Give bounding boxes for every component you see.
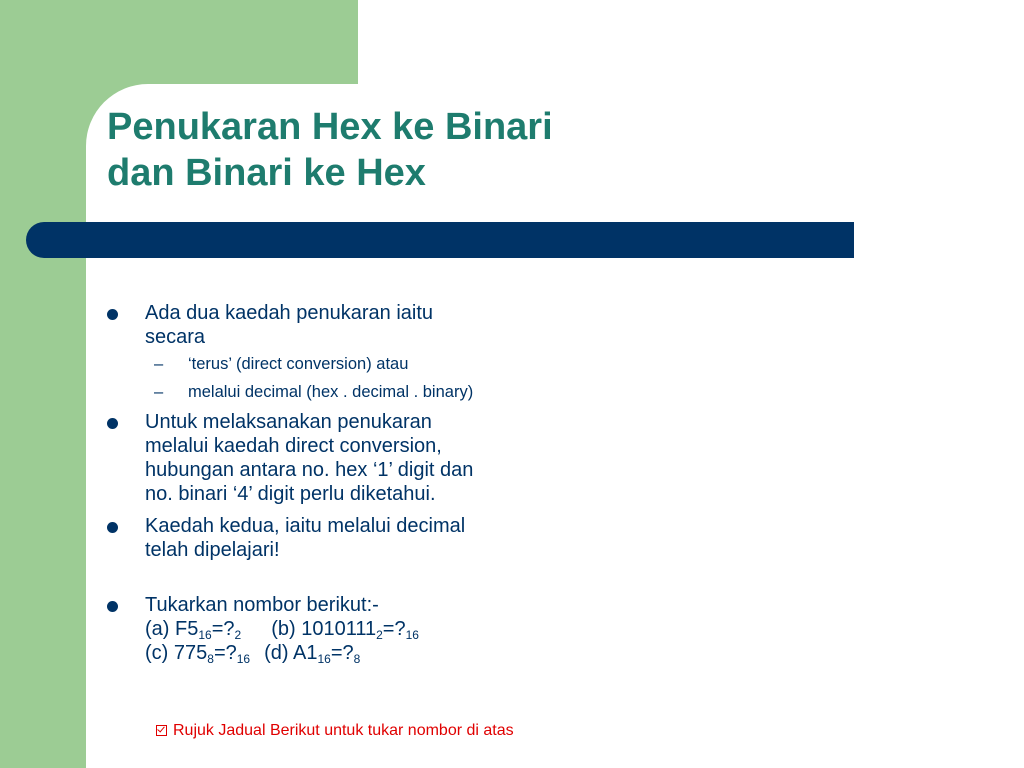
dash-icon: – (154, 355, 164, 373)
bullet-dot-icon (107, 522, 118, 533)
reference-note (156, 721, 514, 741)
bullet-2-line-3: hubungan antara no. hex ‘1’ digit dan (145, 459, 474, 481)
slide-title (107, 104, 553, 196)
exercise-d-target: 8 (353, 652, 361, 666)
exercise-line-2 (145, 641, 419, 665)
bullet-4-line-1: Tukarkan nombor berikut:- (145, 594, 379, 616)
reference-note-text: Rujuk Jadual Berikut untuk tukar nombor di atas (173, 722, 514, 739)
bullet-2 (145, 410, 473, 506)
bullet-2-line-1: Untuk melaksanakan penukaran (145, 411, 432, 433)
bullet-2-line-4: no. binari ‘4’ digit perlu diketahui. (145, 483, 436, 505)
title-line-1: Penukaran Hex ke Binari (107, 106, 553, 148)
checkbox-checked-icon (156, 725, 167, 736)
title-divider-bar (26, 222, 854, 258)
dash-icon: – (154, 383, 164, 401)
bullet-dot-icon (107, 601, 118, 612)
exercise-c-eq: =? (213, 642, 237, 664)
exercise-b-label: (b) 1010111 (271, 618, 377, 640)
title-line-2: dan Binari ke Hex (107, 152, 426, 194)
bullet-1-line-2: secara (145, 326, 206, 348)
bullet-dot-icon (107, 309, 118, 320)
exercise-a-base: 16 (198, 628, 212, 642)
bullet-3 (145, 514, 465, 562)
exercise-c-target: 16 (236, 652, 251, 666)
exercise-a-label: (a) F5 (145, 618, 199, 640)
bullet-4 (145, 593, 419, 665)
exercise-d-base: 16 (317, 652, 331, 666)
exercise-c-label: (c) 775 (145, 642, 208, 664)
exercise-line-1 (145, 617, 419, 641)
exercise-a-eq: =? (211, 618, 235, 640)
bullet-2-line-2: melalui kaedah direct conversion, (145, 435, 442, 457)
exercise-c-base: 8 (207, 652, 214, 666)
bullet-1 (145, 301, 433, 349)
bullet-dot-icon (107, 418, 118, 429)
bullet-1-line-1: Ada dua kaedah penukaran iaitu (145, 302, 434, 324)
exercise-b-target: 16 (405, 628, 419, 642)
exercise-b-base: 2 (376, 628, 383, 642)
exercise-a-target: 2 (234, 628, 242, 642)
bullet-3-line-1: Kaedah kedua, iaitu melalui decimal (145, 515, 466, 537)
exercise-d-label: (d) A1 (264, 642, 318, 664)
bullet-3-line-2: telah dipelajari! (145, 539, 280, 561)
sub-bullet-2 (154, 382, 474, 402)
sub-bullet-1-text: ‘terus’ (direct conversion) atau (188, 355, 409, 373)
sub-bullet-2-text: melalui decimal (hex . decimal . binary) (188, 383, 474, 401)
exercise-d-eq: =? (330, 642, 354, 664)
exercise-b-eq: =? (382, 618, 406, 640)
sub-bullet-1 (154, 354, 409, 374)
